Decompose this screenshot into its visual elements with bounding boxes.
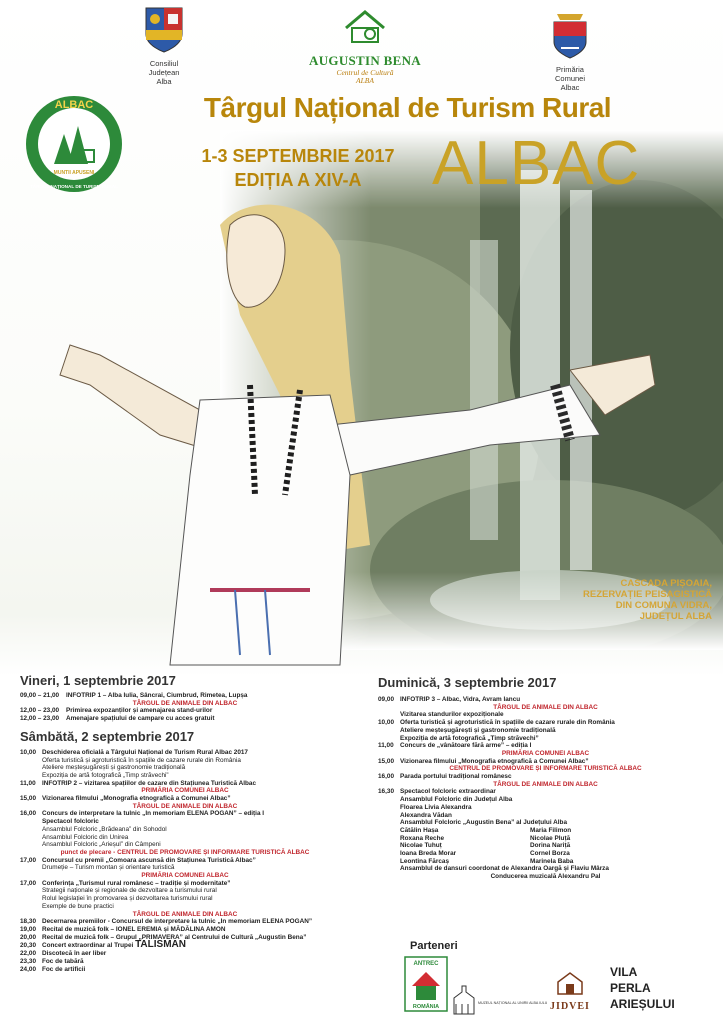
program-row: [20, 795, 350, 803]
program-column-left: [20, 673, 350, 973]
row-text: Foc de artificii: [42, 965, 86, 973]
program-row: [20, 810, 350, 818]
antrec-logo: [404, 956, 448, 1012]
day1-title: Vineri, 1 septembrie 2017: [20, 673, 176, 688]
row-time: 20,30: [20, 942, 36, 950]
row-text: Decernarea premiilor - Concursul de interpretare la tulnic „In memoriam ELENA POGAN”: [42, 918, 313, 926]
row-time: 09,00 – 21,00: [20, 692, 60, 699]
row-time: 18,30: [20, 918, 36, 926]
row-detail: Ansamblul Folcloric „Augustin Bena” al Județului Alba: [400, 819, 568, 827]
program-row: [20, 950, 350, 958]
row-time: 16,30: [378, 788, 394, 796]
venue-label: TÂRGUL DE ANIMALE DIN ALBAC: [132, 802, 238, 810]
vila-line-2: PERLA: [610, 981, 651, 995]
row-detail: Floarea Livia Alexandra: [400, 803, 472, 811]
pr-caption-line-2: Comunei: [554, 74, 585, 83]
row-text: Recital de muzică folk – Grupul „PRIMAVERA” al Centrului de Cultură „Augustin Bena”: [42, 933, 307, 941]
muzeu-text: MUZEUL NAȚIONAL AL UNIRII ALBA IULIA: [478, 1001, 547, 1005]
artist-name: Marinela Baba: [530, 857, 574, 865]
artist-names: [378, 827, 713, 866]
edition-line: EDIȚIA A XIV-A: [234, 170, 362, 190]
caption-line-1: CASCADA PIȘOAIA,: [620, 578, 712, 589]
program-row: [20, 692, 350, 700]
pr-caption-line-1: Primăria: [556, 65, 584, 74]
row-time: 16,00: [20, 810, 36, 818]
row-time: 11,00: [20, 779, 36, 787]
venue-label: TÂRGUL DE ANIMALE DIN ALBAC: [493, 703, 598, 711]
dates-line: 1-3 SEPTEMBRIE 2017: [201, 146, 395, 166]
badge-inner-text: MUNTII APUSENI: [53, 170, 95, 176]
program-row: [378, 719, 713, 727]
antrec-bottom-text: ROMÂNIA: [412, 1004, 440, 1010]
row-detail: Ansamblul Folcloric din Județul Alba: [400, 796, 513, 804]
badge-ring-text: TÂRGUL NAȚIONAL DE TURISM RURAL: [30, 184, 118, 189]
vila-line-1: VILA: [610, 965, 638, 979]
vila-line-3: ARIEȘULUI: [610, 997, 675, 1011]
row-text: Parada portului tradițional românesc: [400, 773, 512, 781]
row-time: 11,00: [378, 742, 394, 750]
row-time: 23,30: [20, 957, 36, 965]
artist-names-left: [400, 827, 530, 866]
day2-program: [20, 749, 350, 973]
row-time: 22,00: [20, 950, 36, 958]
town-name: ALBAC: [432, 129, 641, 198]
cj-caption-line-2: Județean: [148, 68, 180, 77]
row-time: 17,00: [20, 856, 36, 864]
row-time: 16,00: [378, 773, 394, 781]
row-detail: Alexandra Vădan: [400, 811, 452, 819]
row-text: Spectacol folcloric extraordinar: [400, 788, 496, 796]
row-time: 17,00: [20, 879, 36, 887]
page-title: Târgul Național de Turism Rural: [203, 92, 612, 123]
primaria-albac-logo: [540, 8, 600, 100]
row-time: 20,00: [20, 933, 36, 941]
program-row: [20, 857, 350, 865]
row-detail: Ateliere meșteșugărești și gastronomie tradițională: [400, 726, 556, 734]
ab-sub-line-2: ALBA: [356, 76, 374, 85]
row-detail: Rolul legislației în promovarea și dezvoltarea turismului rural: [42, 895, 213, 903]
row-text: Primirea expozanților și amenajarea stand-urilor: [66, 707, 213, 715]
row-time: 12,00 – 23,00: [20, 707, 60, 715]
program-row: [20, 918, 350, 926]
pr-caption-line-3: Albac: [560, 83, 580, 92]
row-text: Vizionarea filmului „Monografia etnografică a Comunei Albac”: [42, 795, 231, 803]
partners-title: Parteneri: [410, 940, 458, 952]
row-text: INFOTRIP 1 – Alba Iulia, Sâncrai, Ciumbrud, Rimetea, Lupșa: [66, 692, 248, 699]
augustin-bena-name: AUGUSTIN BENA: [309, 53, 421, 68]
artist-name: Ioana Breda Morar: [400, 850, 457, 858]
program-row: [378, 696, 713, 704]
artist-name: Dorina Nariță: [530, 842, 571, 850]
day3-title: Duminică, 3 septembrie 2017: [378, 675, 557, 690]
row-text: INFOTRIP 2 – vizitarea spațiilor de cazare din Stațiunea Turistică Albac: [42, 779, 257, 787]
program-row: [20, 941, 350, 950]
caption-line-3: DIN COMUNA VIDRA,: [615, 600, 712, 611]
venue-label: TÂRGUL DE ANIMALE DIN ALBAC: [493, 780, 598, 788]
program-row: [20, 715, 350, 723]
row-detail: Ansamblul Folcloric „Arieșul” din Câmpeni: [42, 841, 161, 849]
row-time: 10,00: [20, 748, 36, 756]
program-row: [378, 788, 713, 796]
row-text: Recital de muzică folk – IONEL EREMIA și MĂDĂLINA AMON: [42, 925, 226, 933]
event-dates: [178, 144, 418, 192]
venue-label: PRIMĂRIA COMUNEI ALBAC: [501, 749, 590, 757]
row-time: 12,00 – 23,00: [20, 715, 60, 723]
row-text: Foc de tabără: [42, 957, 84, 965]
program-row: [20, 966, 350, 974]
venue-label: PRIMĂRIA COMUNEI ALBAC: [141, 872, 229, 880]
day1-program: [20, 692, 350, 723]
artist-name: Nicolae Tuhuț: [400, 842, 442, 850]
row-text: Concurs de interpretare la tulnic „In memoriam ELENA POGAN” – ediția I: [42, 810, 265, 818]
program-column-right: [378, 675, 713, 881]
house-music-icon: [340, 6, 390, 46]
cj-caption-line-1: Consiliul: [149, 59, 179, 68]
venue-label: TÂRGUL DE ANIMALE DIN ALBAC: [132, 910, 238, 918]
venue-label: CENTRUL DE PROMOVARE ȘI INFORMARE TURISTICĂ ALBAC: [449, 765, 642, 773]
cj-caption-line-3: Alba: [156, 77, 172, 86]
row-detail: Expoziția de artă fotografică „Timp străvechi”: [400, 734, 539, 742]
row-detail: Exemple de bune practici: [42, 902, 114, 910]
row-text: Amenajare spațiului de campare cu acces gratuit: [66, 715, 215, 723]
antrec-top-text: ANTREC: [413, 961, 439, 967]
row-text: Concurs de „vânătoare fără arme” – ediția I: [400, 742, 532, 750]
muzeu-logo: [452, 978, 547, 1018]
program-row: [20, 749, 350, 757]
row-text: Vizionarea filmului „Monografia etnografică a Comunei Albac”: [400, 757, 589, 765]
row-detail: Ansamblul Folcloric din Unirea: [42, 833, 129, 841]
fair-badge: [24, 94, 124, 194]
row-detail: Conducerea muzicală Alexandru Pal: [490, 873, 601, 881]
artist-name: Nicolae Pluță: [530, 834, 571, 842]
jidvei-name: JIDVEI: [550, 1001, 590, 1012]
row-text: [42, 941, 350, 950]
row-detail: Ateliere meșteșugărești și gastronomie tradițională: [42, 764, 186, 772]
row-detail: Drumeție – Turism montan și orientare turistică: [42, 864, 175, 872]
artist-name: Maria Filimon: [530, 826, 572, 834]
coat-of-arms-icon: [144, 6, 184, 54]
artist-name: Leontina Fărcaș: [400, 857, 450, 865]
program-row: [20, 958, 350, 966]
program-row: [20, 926, 350, 934]
artist-name: Cătălin Hașa: [400, 826, 439, 834]
venue-label: punct de plecare - CENTRUL DE PROMOVARE ȘI INFORMARE TURISTICĂ ALBAC: [60, 848, 310, 856]
caption-line-2: REZERVAȚIE PEISAGISTICĂ: [583, 589, 712, 600]
program-row: [378, 742, 713, 750]
castle-icon: [555, 970, 585, 996]
venue-label: TÂRGUL DE ANIMALE DIN ALBAC: [132, 699, 238, 707]
row-time: 24,00: [20, 965, 36, 973]
row-time: 19,00: [20, 925, 36, 933]
augustin-bena-logo: [300, 6, 430, 86]
caption-line-4: JUDEȚUL ALBA: [639, 611, 712, 622]
artist-name: Cornel Borza: [530, 850, 570, 858]
band-name: TALISMAN: [135, 939, 186, 951]
consiliul-judetean-logo: [138, 6, 190, 90]
ab-sub-line-1: Centrul de Cultură: [336, 68, 394, 77]
row-time: 10,00: [378, 719, 394, 727]
row-time: 15,00: [20, 795, 36, 803]
concert-text: Concert extraordinar al Trupei: [42, 942, 134, 950]
row-text: Conferința „Turismul rural românesc – tradiție și modernitate”: [42, 879, 231, 887]
program-row: [378, 773, 713, 781]
artist-names-right: [530, 827, 573, 866]
day2-title: Sâmbătă, 2 septembrie 2017: [20, 728, 195, 744]
program-row: [20, 707, 350, 715]
albac-coat-of-arms-icon: [551, 8, 589, 60]
artist-name: Roxana Reche: [400, 834, 445, 842]
row-text: Oferta turistică și agroturistică în spațiile de cazare rurale din România: [400, 719, 615, 727]
row-detail: Ansamblul Folcloric „Brădeana” din Sohodol: [42, 825, 167, 833]
day3-program: [378, 696, 713, 881]
row-text: Discotecă în aer liber: [42, 950, 107, 958]
row-time: 15,00: [378, 757, 394, 765]
row-detail: Ansamblul de dansuri coordonat de Alexandra Oargă și Flaviu Mârza: [400, 865, 609, 873]
vila-perla-logo: [610, 964, 675, 1012]
row-detail: Strategii naționale și regionale de dezvoltare a turismului rural: [42, 887, 217, 895]
program-row: [20, 880, 350, 888]
row-detail: Vizitarea standurilor expoziționale: [400, 711, 504, 719]
row-text: INFOTRIP 3 – Albac, Vidra, Avram Iancu: [400, 696, 521, 703]
venue-label: PRIMĂRIA COMUNEI ALBAC: [141, 787, 229, 795]
row-detail: Oferta turistică și agroturistică în spațiile de cazare rurale din România: [42, 756, 241, 764]
row-text: Concursul cu premii „Comoara ascunsă din Stațiunea Turistică Albac”: [42, 856, 256, 864]
badge-top-text: ALBAC: [54, 99, 94, 111]
row-time: 09,00: [378, 696, 394, 703]
photo-caption: [552, 578, 712, 622]
row-detail: Spectacol folcloric: [42, 818, 99, 826]
jidvei-logo: [548, 970, 592, 1020]
row-text: Deschiderea oficială a Târgului Național de Turism Rural Albac 2017: [42, 748, 248, 756]
row-detail: Expoziția de artă fotografică „Timp străvechi”: [42, 771, 169, 779]
